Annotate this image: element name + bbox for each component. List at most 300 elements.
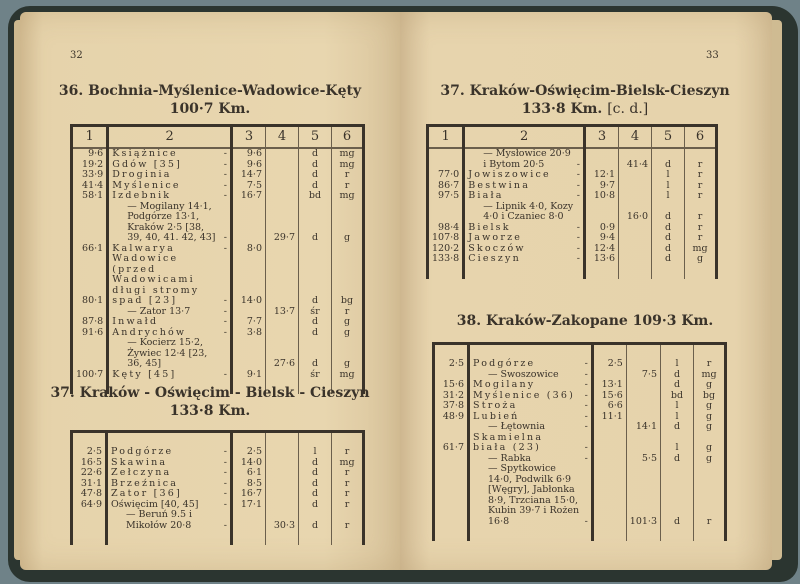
- leader-dash: -: [223, 305, 227, 317]
- branch-distance-cell: [619, 233, 652, 244]
- km-cell: 80·1: [72, 254, 108, 307]
- table-row-branch: [434, 454, 726, 465]
- branch-distance-cell: [266, 468, 299, 479]
- surface-cell: g: [694, 401, 726, 412]
- station-cell: [107, 468, 232, 479]
- km-cell: 64·9: [72, 500, 107, 511]
- table-spacer-row: [72, 531, 364, 545]
- distance-cell: 14·0: [232, 254, 266, 307]
- surface-cell: [332, 244, 364, 255]
- leader-dash: -: [576, 242, 580, 254]
- station-cell: [108, 317, 232, 328]
- station-name: Jowiszowice: [468, 169, 551, 180]
- station-name: Bestwina: [468, 179, 531, 191]
- road-type-cell: d: [299, 254, 332, 307]
- branch-distance-cell: [619, 223, 652, 234]
- right-page: [400, 12, 772, 570]
- branch-distance-cell: [619, 254, 652, 265]
- branch-distance-cell: [266, 458, 299, 469]
- branch-distance-cell: [626, 401, 660, 412]
- road-type-cell: l: [652, 191, 685, 202]
- table-row-branch: [428, 202, 717, 223]
- page-edges-right: [772, 20, 782, 560]
- table-row: [428, 170, 717, 181]
- branch-distance-cell: [266, 254, 299, 307]
- road-type-cell: d: [661, 422, 694, 433]
- leader-dash: -: [223, 477, 227, 489]
- leader-dash: -: [223, 456, 227, 468]
- road-type-cell: d: [299, 500, 332, 511]
- leader-dash: -: [223, 242, 227, 254]
- km-cell: 22·6: [72, 468, 107, 479]
- distance-cell: 14·7: [232, 170, 266, 181]
- station-name: Droginia: [112, 169, 172, 180]
- branch-distance-cell: [266, 489, 299, 500]
- section-37-title: 37. Kraków - Oświęcim - Bielsk - Cieszyn: [50, 385, 370, 401]
- branch-distance-cell: [266, 317, 299, 328]
- distance-cell: 6·6: [592, 401, 626, 412]
- table-row: [434, 359, 726, 370]
- km-cell: 2·5: [72, 447, 107, 458]
- road-type-cell: d: [299, 489, 332, 500]
- table-row-branch: [72, 510, 364, 531]
- table-row: [72, 370, 364, 381]
- km-cell: 91·6: [72, 328, 108, 339]
- table-row: [428, 254, 717, 265]
- surface-cell: g: [694, 412, 726, 423]
- surface-cell: r: [332, 510, 364, 531]
- station-cell: [469, 422, 593, 433]
- station-cell: [469, 380, 593, 391]
- surface-cell: bg: [332, 254, 364, 307]
- station-name: — Mysłowice 20·9 i Bytom 20·5: [483, 148, 571, 170]
- leader-dash: -: [584, 389, 588, 401]
- station-cell: [469, 464, 593, 527]
- branch-distance-cell: 13·7: [266, 307, 299, 318]
- distance-cell: 9·4: [585, 233, 619, 244]
- distance-cell: [592, 464, 626, 527]
- distance-cell: 16·7: [232, 489, 266, 500]
- table-row: [434, 401, 726, 412]
- distance-cell: 10·8: [585, 191, 619, 202]
- km-cell: 66·1: [72, 244, 108, 255]
- surface-cell: g: [694, 422, 726, 433]
- leader-dash: -: [223, 158, 227, 170]
- surface-cell: r: [694, 464, 726, 527]
- surface-cell: g: [685, 254, 717, 265]
- leader-dash: -: [223, 467, 227, 478]
- distance-cell: [232, 338, 266, 370]
- station-cell: [464, 148, 585, 170]
- road-type-cell: d: [299, 328, 332, 339]
- km-cell: [434, 454, 469, 465]
- station-name: Gdów [35]: [112, 158, 183, 170]
- station-cell: [469, 433, 593, 454]
- branch-distance-cell: 7·5: [626, 370, 660, 381]
- station-name: Oświęcim [40, 45]: [111, 498, 199, 510]
- table-spacer-row: [428, 265, 717, 279]
- distance-cell: 2·5: [592, 359, 626, 370]
- km-cell: 16·5: [72, 458, 107, 469]
- station-cell: [108, 254, 232, 307]
- distance-cell: 7·5: [232, 181, 266, 192]
- leader-dash: -: [223, 148, 227, 159]
- table-row-branch: [428, 148, 717, 170]
- road-type-cell: śr: [299, 307, 332, 318]
- section-37-continued-title: 37. Kraków-Oświęcim-Bielsk-Cieszyn: [440, 83, 730, 99]
- leader-dash: -: [223, 368, 227, 380]
- surface-cell: r: [694, 359, 726, 370]
- distance-cell: 2·5: [232, 447, 266, 458]
- table-row: [72, 328, 364, 339]
- branch-distance-cell: [266, 447, 299, 458]
- station-name: Skoczów: [468, 242, 526, 254]
- road-type-cell: d: [299, 202, 332, 244]
- km-cell: 19·2: [72, 160, 108, 171]
- branch-distance-cell: [619, 170, 652, 181]
- leader-dash: -: [576, 232, 580, 243]
- distance-cell: [585, 148, 619, 170]
- surface-cell: mg: [694, 370, 726, 381]
- road-type-cell: l: [661, 401, 694, 412]
- km-cell: [428, 202, 464, 223]
- leader-dash: -: [223, 326, 227, 338]
- branch-distance-cell: 101·3: [626, 464, 660, 527]
- table-row: [428, 233, 717, 244]
- surface-cell: r: [332, 489, 364, 500]
- road-type-cell: d: [299, 338, 332, 370]
- km-cell: [72, 510, 107, 531]
- distance-cell: 12·1: [585, 170, 619, 181]
- section-36-table: [70, 124, 365, 394]
- branch-distance-cell: [266, 479, 299, 490]
- leader-dash: -: [576, 169, 580, 180]
- km-cell: [434, 422, 469, 433]
- km-cell: 58·1: [72, 191, 108, 202]
- page-number-left: 32: [70, 50, 83, 61]
- surface-cell: g: [332, 328, 364, 339]
- surface-cell: g: [332, 317, 364, 328]
- branch-distance-cell: 27·6: [266, 338, 299, 370]
- section-36-distance: 100·7 Km.: [169, 101, 251, 117]
- surface-cell: mg: [332, 370, 364, 381]
- road-type-cell: d: [652, 233, 685, 244]
- distance-cell: 6·1: [232, 468, 266, 479]
- col-header-5: 5: [652, 126, 685, 149]
- station-name: Andrychów: [112, 326, 187, 338]
- distance-cell: 17·1: [232, 500, 266, 511]
- branch-distance-cell: [266, 370, 299, 381]
- table-row: [72, 254, 364, 307]
- station-name: Myślenice: [112, 179, 181, 191]
- km-cell: 47·8: [72, 489, 107, 500]
- distance-cell: [592, 422, 626, 433]
- km-cell: 100·7: [72, 370, 108, 381]
- km-cell: 133·8: [428, 254, 464, 265]
- road-type-cell: śr: [299, 370, 332, 381]
- table-row: [72, 489, 364, 500]
- surface-cell: r: [685, 223, 717, 234]
- station-cell: [464, 191, 585, 202]
- station-name: Izdebnik: [112, 190, 172, 201]
- surface-cell: r: [332, 479, 364, 490]
- table-row: [72, 447, 364, 458]
- table-row: [428, 191, 717, 202]
- leader-dash: -: [223, 488, 227, 499]
- section-36-title: 36. Bochnia-Myślenice-Wadowice-Kęty: [58, 83, 362, 99]
- km-cell: 41·4: [72, 181, 108, 192]
- branch-distance-cell: [266, 500, 299, 511]
- section-37-heading: [40, 384, 380, 420]
- road-type-cell: l: [661, 433, 694, 454]
- branch-distance-cell: [619, 181, 652, 192]
- distance-cell: 9·6: [232, 160, 266, 171]
- col-header-1: 1: [428, 126, 464, 149]
- table-row-branch: [72, 202, 364, 244]
- distance-cell: [585, 202, 619, 223]
- left-page: [20, 12, 400, 570]
- station-cell: [107, 489, 232, 500]
- km-cell: 77·0: [428, 170, 464, 181]
- table-row: [72, 500, 364, 511]
- table-row: [72, 170, 364, 181]
- km-cell: 120·2: [428, 244, 464, 255]
- road-type-cell: d: [652, 223, 685, 234]
- station-cell: [464, 254, 585, 265]
- leader-dash: -: [576, 253, 580, 264]
- leader-dash: -: [576, 221, 580, 233]
- col-header-5: 5: [299, 126, 332, 149]
- leader-dash: -: [223, 295, 227, 306]
- table-row: [72, 148, 364, 160]
- station-name: — Zator 13·7: [127, 305, 191, 317]
- station-name: Cieszyn: [468, 253, 521, 264]
- station-name: Kęty [45]: [112, 368, 177, 380]
- station-name: Inwałd: [112, 316, 159, 327]
- distance-cell: 14·0: [232, 458, 266, 469]
- leader-dash: -: [584, 410, 588, 422]
- surface-cell: g: [332, 202, 364, 244]
- station-cell: [108, 370, 232, 381]
- surface-cell: mg: [685, 244, 717, 255]
- table-row: [434, 433, 726, 454]
- surface-cell: mg: [332, 148, 364, 160]
- surface-cell: g: [332, 338, 364, 370]
- road-type-cell: d: [299, 148, 332, 160]
- distance-cell: [232, 510, 266, 531]
- branch-distance-cell: 29·7: [266, 202, 299, 244]
- leader-dash: -: [223, 446, 227, 457]
- leader-dash: -: [223, 232, 227, 243]
- road-type-cell: bd: [299, 191, 332, 202]
- station-name: Skamielna biała (23): [473, 431, 544, 453]
- station-name: Biała: [468, 190, 504, 201]
- leader-dash: -: [584, 368, 588, 380]
- road-type-cell: d: [299, 479, 332, 490]
- station-name: Zełczyna: [111, 467, 172, 478]
- distance-cell: 8·5: [232, 479, 266, 490]
- branch-distance-cell: 30·3: [266, 510, 299, 531]
- station-cell: [464, 202, 585, 223]
- table-row: [434, 412, 726, 423]
- leader-dash: -: [223, 190, 227, 201]
- table-row-branch: [72, 338, 364, 370]
- surface-cell: g: [694, 380, 726, 391]
- station-name: Skawina: [111, 456, 168, 468]
- km-cell: 98·4: [428, 223, 464, 234]
- branch-distance-cell: [619, 191, 652, 202]
- distance-cell: [592, 433, 626, 454]
- station-name: Podgórze: [111, 446, 174, 457]
- leader-dash: -: [576, 190, 580, 201]
- km-cell: 9·6: [72, 148, 108, 160]
- distance-cell: 13·1: [592, 380, 626, 391]
- surface-cell: r: [685, 191, 717, 202]
- station-name: — Kocierz 15·2, Żywiec 12·4 [23, 36, 45]: [127, 337, 208, 369]
- road-type-cell: l: [661, 359, 694, 370]
- branch-distance-cell: [626, 391, 660, 402]
- surface-cell: r: [685, 233, 717, 244]
- section-37-table: [70, 430, 365, 545]
- table-row-branch: [434, 464, 726, 527]
- surface-cell: g: [694, 433, 726, 454]
- branch-distance-cell: [266, 170, 299, 181]
- station-name: Myślenice (36): [473, 389, 576, 401]
- road-type-cell: d: [661, 380, 694, 391]
- station-cell: [107, 447, 232, 458]
- section-37-continued-distance: 133·8 Km.: [521, 101, 603, 117]
- distance-cell: 15·6: [592, 391, 626, 402]
- distance-cell: 11·1: [592, 412, 626, 423]
- station-cell: [464, 233, 585, 244]
- road-type-cell: d: [299, 510, 332, 531]
- km-cell: 61·7: [434, 433, 469, 454]
- station-cell: [108, 338, 232, 370]
- km-cell: 107·8: [428, 233, 464, 244]
- road-type-cell: d: [299, 468, 332, 479]
- section-37-continued-table: [426, 124, 718, 279]
- distance-cell: [232, 202, 266, 244]
- distance-cell: 12·4: [585, 244, 619, 255]
- leader-dash: -: [584, 400, 588, 411]
- distance-cell: 13·6: [585, 254, 619, 265]
- station-name: Jaworze: [468, 232, 523, 243]
- page-number-right: 33: [706, 50, 719, 61]
- road-type-cell: l: [299, 447, 332, 458]
- branch-distance-cell: 16·0: [619, 202, 652, 223]
- leader-dash: -: [584, 452, 588, 464]
- leader-dash: -: [584, 515, 588, 527]
- col-header-2: 2: [464, 126, 585, 149]
- surface-cell: mg: [332, 160, 364, 171]
- branch-distance-cell: 41·4: [619, 148, 652, 170]
- table-spacer-row: [434, 527, 726, 541]
- table-row: [72, 191, 364, 202]
- km-cell: [72, 202, 108, 244]
- leader-dash: -: [576, 179, 580, 191]
- table-spacer-row: [434, 344, 726, 360]
- surface-cell: r: [332, 181, 364, 192]
- road-type-cell: d: [661, 370, 694, 381]
- surface-cell: mg: [332, 458, 364, 469]
- distance-cell: 16·7: [232, 191, 266, 202]
- distance-cell: 7·7: [232, 317, 266, 328]
- station-cell: [108, 170, 232, 181]
- leader-dash: -: [584, 442, 588, 453]
- leader-dash: -: [223, 169, 227, 180]
- branch-distance-cell: 14·1: [626, 422, 660, 433]
- branch-distance-cell: [266, 160, 299, 171]
- section-38-table: [432, 342, 727, 541]
- branch-distance-cell: [619, 244, 652, 255]
- station-cell: [108, 148, 232, 160]
- road-type-cell: d: [299, 317, 332, 328]
- station-name: — Spytkowice 14·0, Podwilk 6·9 [Węgry], Jabłonka 8·9, Trzciana 15·0, Kubin 39·7 i Rożen 16·8: [488, 463, 580, 527]
- distance-cell: 8·0: [232, 244, 266, 255]
- km-cell: 97·5: [428, 191, 464, 202]
- road-type-cell: d: [661, 464, 694, 527]
- surface-cell: g: [694, 454, 726, 465]
- leader-dash: -: [223, 498, 227, 510]
- station-cell: [108, 191, 232, 202]
- surface-cell: r: [332, 447, 364, 458]
- surface-cell: r: [332, 500, 364, 511]
- surface-cell: r: [332, 307, 364, 318]
- branch-distance-cell: [266, 191, 299, 202]
- surface-cell: r: [685, 148, 717, 170]
- road-type-cell: l: [661, 412, 694, 423]
- table-row-branch: [434, 422, 726, 433]
- col-header-1: 1: [72, 126, 108, 149]
- station-cell: [464, 170, 585, 181]
- station-name: — Rabka: [488, 452, 532, 464]
- station-name: Wadowice (przed Wadowicami długi stromy spad [23]: [112, 253, 200, 306]
- station-cell: [107, 510, 232, 531]
- surface-cell: r: [332, 468, 364, 479]
- section-38-title: 38. Kraków-Zakopane 109·3 Km.: [456, 313, 714, 329]
- station-name: — Lipnik 4·0, Kozy 4·0 i Czaniec 8·0: [483, 200, 574, 222]
- branch-distance-cell: 5·5: [626, 454, 660, 465]
- branch-distance-cell: [626, 380, 660, 391]
- km-cell: 15·6: [434, 380, 469, 391]
- continued-note: [c. d.]: [607, 101, 649, 117]
- station-cell: [469, 401, 593, 412]
- station-name: — Łętownia: [488, 421, 545, 432]
- table-header-row: [72, 126, 364, 149]
- table-row: [72, 317, 364, 328]
- km-cell: 86·7: [428, 181, 464, 192]
- station-name: Lubień: [473, 410, 520, 422]
- table-spacer-row: [72, 432, 364, 448]
- branch-distance-cell: [266, 181, 299, 192]
- station-cell: [108, 202, 232, 244]
- surface-cell: bg: [694, 391, 726, 402]
- surface-cell: r: [685, 202, 717, 223]
- km-cell: 48·9: [434, 412, 469, 423]
- road-type-cell: d: [661, 454, 694, 465]
- road-type-cell: bd: [661, 391, 694, 402]
- road-type-cell: [299, 244, 332, 255]
- road-type-cell: d: [299, 458, 332, 469]
- station-name: Podgórze: [473, 358, 536, 369]
- road-type-cell: d: [299, 160, 332, 171]
- distance-cell: 9·6: [232, 148, 266, 160]
- branch-distance-cell: [266, 244, 299, 255]
- km-cell: 2·5: [434, 359, 469, 370]
- station-name: — Mogilany 14·1, Podgórze 13·1, Kraków 2·5 [38, 39, 40, 41. 42, 43]: [127, 200, 216, 243]
- station-cell: [469, 359, 593, 370]
- section-37-distance: 133·8 Km.: [169, 403, 251, 419]
